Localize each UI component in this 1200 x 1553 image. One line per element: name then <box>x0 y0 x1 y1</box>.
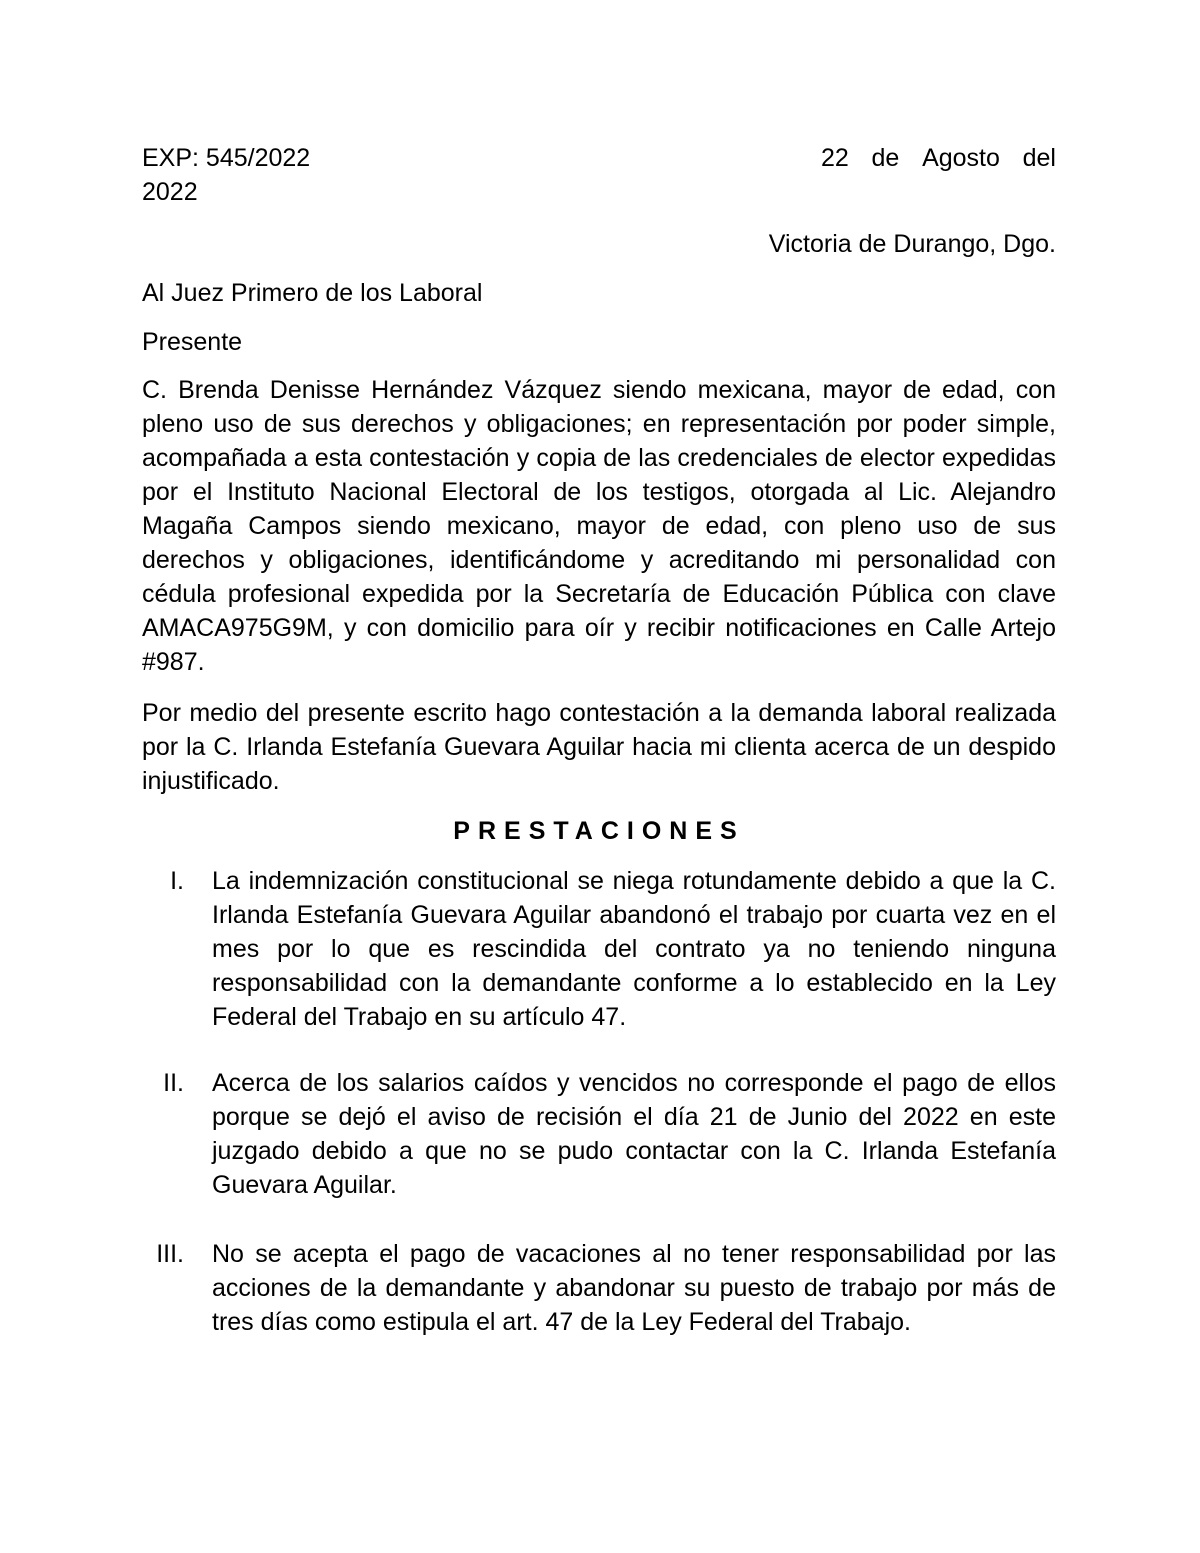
statement-paragraph: Por medio del presente escrito hago contestación a la demanda laboral realizada por la C. Irlanda Estefanía Guevara Aguilar hacia mi clienta acerca de un despido injustificado. <box>142 699 1056 795</box>
document-place: Victoria de Durango, Dgo. <box>768 230 1056 258</box>
list-item-numeral: II. <box>163 1069 184 1097</box>
expediente-number: EXP: 545/2022 <box>142 144 311 172</box>
date-day: 22 <box>821 144 849 172</box>
section-heading: PRESTACIONES <box>453 817 745 845</box>
date-de: de <box>871 144 900 172</box>
list-item-numeral: III. <box>156 1240 184 1268</box>
list-item <box>142 1237 1056 1339</box>
greeting: Presente <box>142 328 243 356</box>
list-item <box>142 864 1056 1034</box>
list-item <box>142 1066 1056 1202</box>
date-del: del <box>1022 144 1056 172</box>
expediente-date-line <box>142 141 1056 209</box>
date-month: Agosto <box>922 144 1000 172</box>
list-item-text: Acerca de los salarios caídos y vencidos no corresponde el pago de ellos porque se dejó el aviso de recisión el día 21 de Junio del 2022 en este juzgado debido a que no se pudo contactar con la C. Irlanda Estefanía Guevara Aguilar. <box>212 1069 1056 1199</box>
list-item-text: No se acepta el pago de vacaciones al no tener responsabilidad por las acciones de la demandante y abandonar su puesto de trabajo por más de tres días como estipula el art. 47 de la Ley Federal del Trabajo. <box>212 1240 1056 1336</box>
document-date <box>821 141 1056 175</box>
date-year: 2022 <box>142 178 198 206</box>
list-item-text: La indemnización constitucional se niega rotundamente debido a que la C. Irlanda Estefanía Guevara Aguilar abandonó el trabajo por cuarta vez en el mes por lo que es rescindida del contrato ya no teniendo ninguna responsabilidad con la demandante conforme a lo establecido en la Ley Federal del Trabajo en su artículo 47. <box>212 867 1056 1031</box>
intro-paragraph: C. Brenda Denisse Hernández Vázquez siendo mexicana, mayor de edad, con pleno uso de sus derechos y obligaciones; en representación por poder simple, acompañada a esta contestación y copia de las credenciales de elector expedidas por el Instituto Nacional Electoral de los testigos, otorgada al Lic. Alejandro Magaña Campos siendo mexicano, mayor de edad, con pleno uso de sus derechos y obligaciones, identificándome y acreditando mi personalidad con cédula profesional expedida por la Secretaría de Educación Pública con clave AMACA975G9M, y con domicilio para oír y recibir notificaciones en Calle Artejo #987. <box>142 376 1056 676</box>
list-item-numeral: I. <box>170 867 184 895</box>
addressee: Al Juez Primero de los Laboral <box>142 279 483 307</box>
